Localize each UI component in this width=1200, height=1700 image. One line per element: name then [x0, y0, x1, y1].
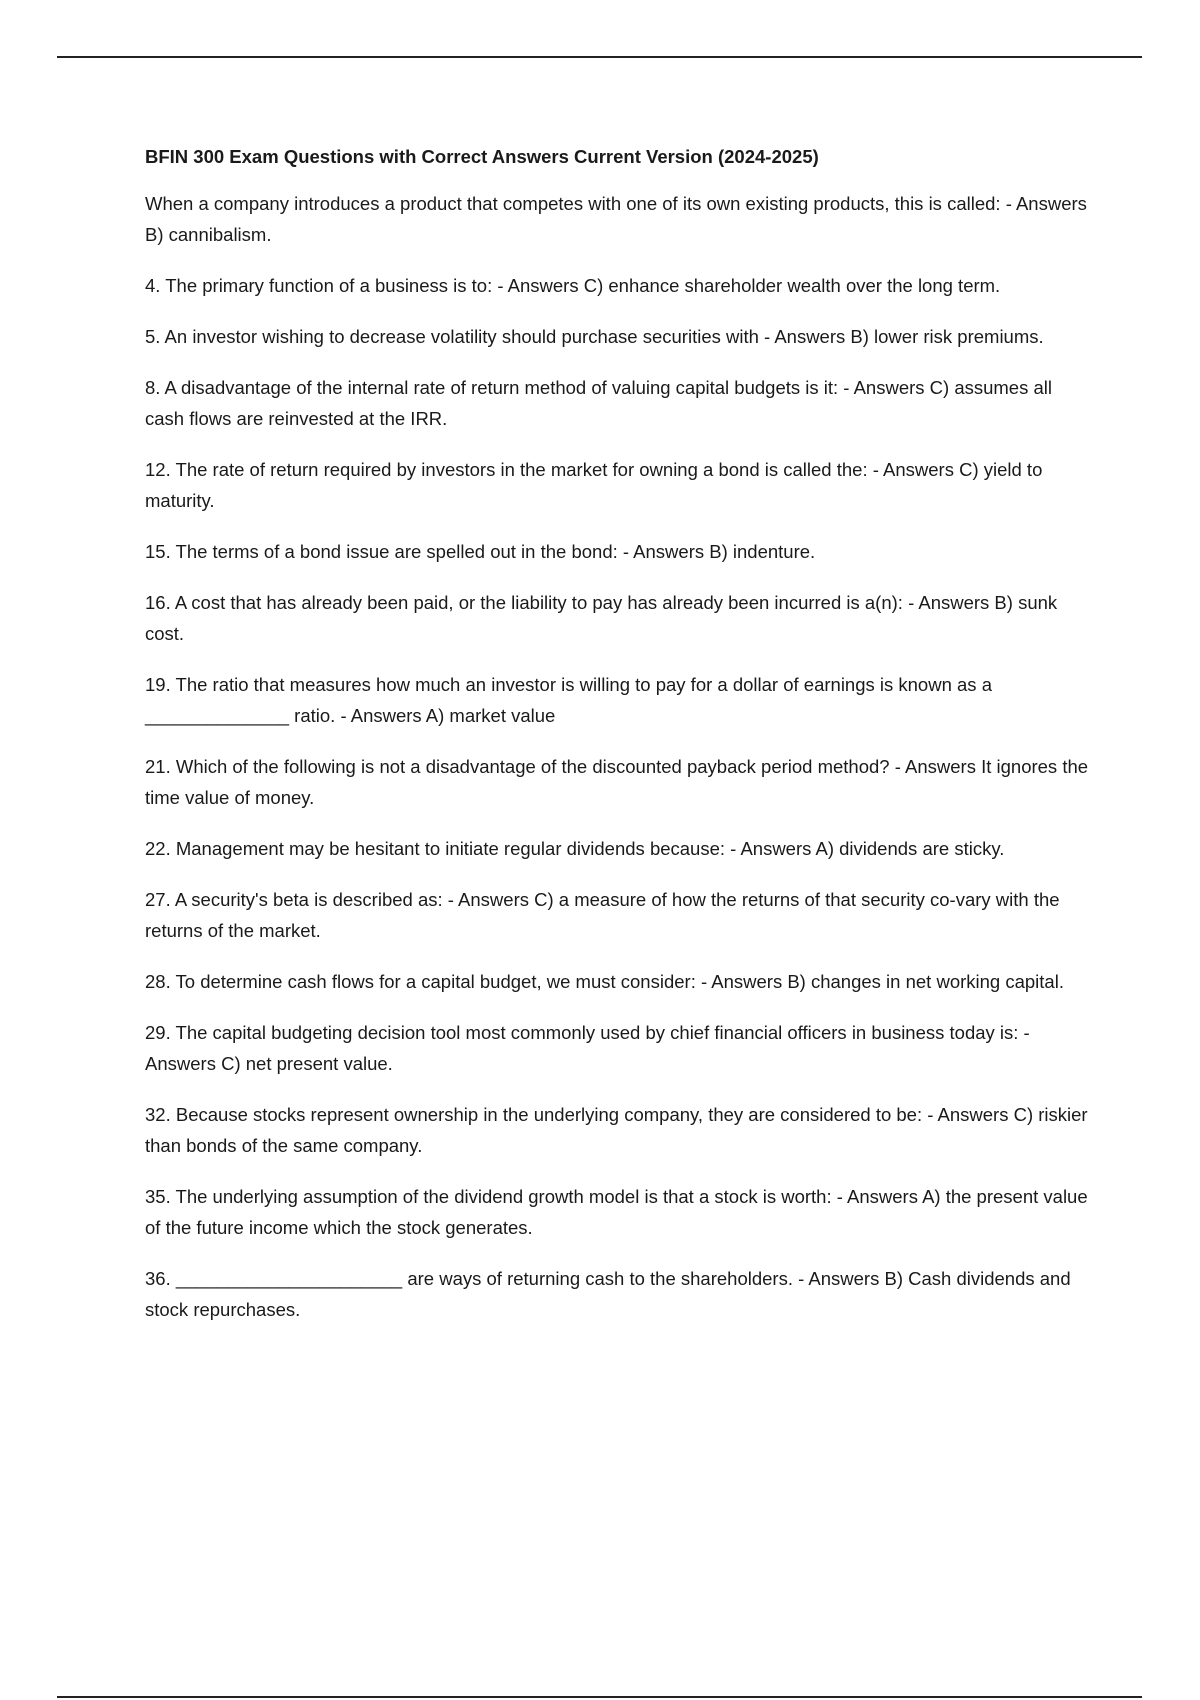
question-item: 27. A security's beta is described as: - Answers C) a measure of how the returns of that security co-vary with the returns of the market.: [145, 889, 1060, 941]
question-item: 32. Because stocks represent ownership in the underlying company, they are considered to be: - Answers C) riskier than bonds of the same company.: [145, 1104, 1088, 1156]
question-item: 21. Which of the following is not a disadvantage of the discounted payback period method? - Answers It ignores the time value of money.: [145, 756, 1089, 808]
question-item: 15. The terms of a bond issue are spelled out in the bond: - Answers B) indenture.: [145, 541, 816, 562]
question-item: 4. The primary function of a business is to: - Answers C) enhance shareholder wealth over the long term.: [145, 275, 1001, 296]
footer-rule: [57, 1696, 1142, 1698]
question-item: 12. The rate of return required by investors in the market for owning a bond is called the: - Answers C) yield to maturity.: [145, 459, 1043, 511]
header-rule: [57, 56, 1142, 58]
question-item: 35. The underlying assumption of the dividend growth model is that a stock is worth: - Answers A) the present value of the future income which the stock generates.: [145, 1186, 1088, 1238]
question-item: 29. The capital budgeting decision tool most commonly used by chief financial officers in business today is: - Answers C) net present value.: [145, 1022, 1030, 1074]
question-item: 36. ______________________ are ways of returning cash to the shareholders. - Answers B) Cash dividends and stock repurchases.: [145, 1268, 1071, 1320]
question-item: 8. A disadvantage of the internal rate of return method of valuing capital budgets is it: - Answers C) assumes all cash flows are reinvested at the IRR.: [145, 377, 1052, 429]
question-list: [145, 188, 1090, 1325]
question-item: 5. An investor wishing to decrease volatility should purchase securities with - Answers B) lower risk premiums.: [145, 326, 1044, 347]
question-item: 22. Management may be hesitant to initiate regular dividends because: - Answers A) dividends are sticky.: [145, 838, 1005, 859]
document-title: BFIN 300 Exam Questions with Correct Answers Current Version (2024-2025): [145, 146, 819, 167]
document-body: [145, 142, 1090, 1345]
question-item: When a company introduces a product that competes with one of its own existing products, this is called: - Answers B) cannibalism.: [145, 193, 1087, 245]
question-item: 28. To determine cash flows for a capital budget, we must consider: - Answers B) changes in net working capital.: [145, 971, 1064, 992]
question-item: 16. A cost that has already been paid, or the liability to pay has already been incurred is a(n): - Answers B) sunk cost.: [145, 592, 1058, 644]
question-item: 19. The ratio that measures how much an investor is willing to pay for a dollar of earnings is known as a ______________ ratio. - Answers A) market value: [145, 674, 992, 726]
